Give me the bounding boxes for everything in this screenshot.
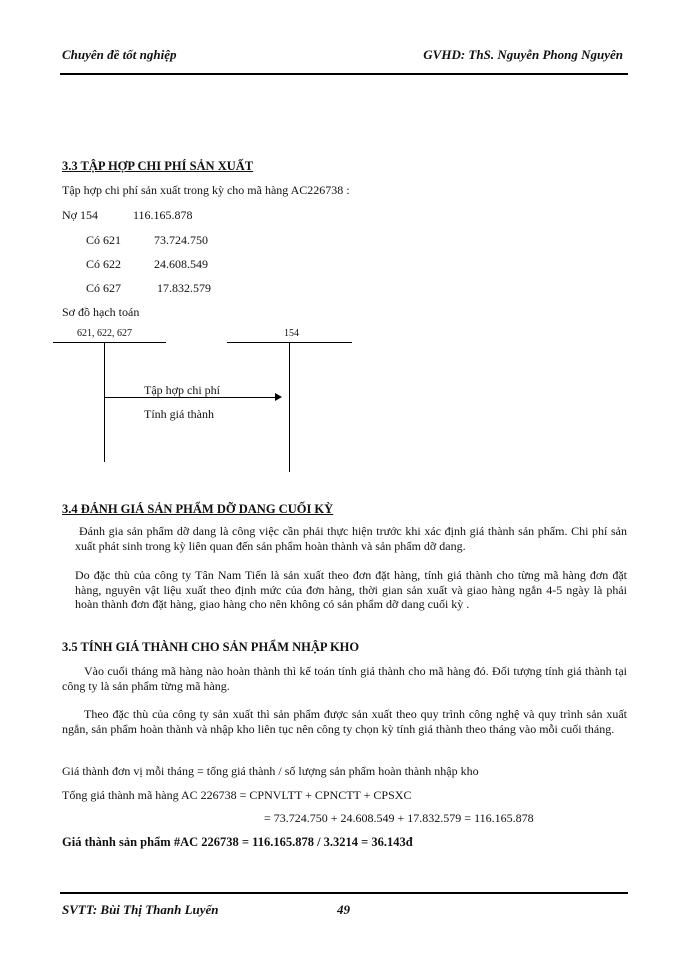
entry-label: Có 622 — [86, 257, 122, 271]
diagram-right-account: 154 — [284, 328, 299, 339]
header-right: GVHD: ThS. Nguyễn Phong Nguyên — [423, 47, 623, 62]
section-3-5-title: 3.5 TÍNH GIÁ THÀNH CHO SẢN PHẨM NHẬP KHO — [62, 640, 360, 654]
section-3-5-para1: Vào cuối tháng mã hàng nào hoàn thành thì kế toán tính giá thành cho mã hàng đó. Đối tượng tính giá thành tại công ty là sản phẩm từng mã hàng. — [62, 664, 627, 693]
diagram-left-account: 621, 622, 627 — [77, 328, 132, 339]
page-number: 49 — [337, 902, 350, 917]
diagram-title: Sơ đồ hạch toán — [62, 305, 140, 319]
header-left: Chuyên đề tốt nghiệp — [62, 47, 177, 62]
entry-label: Có 627 — [86, 281, 122, 295]
section-3-3-intro: Tập hợp chi phí sản xuất trong kỳ cho mã hàng AC226738 : — [62, 183, 350, 197]
section-3-5-para2: Theo đặc thù của công ty sản xuất thì sản phẩm được sản xuất theo quy trình công nghệ và quy trình sản xuất ngắn, sản phẩm hoàn thành và nhập kho liên tục nên công ty chọn kỳ tính giá thành theo tháng vào mỗi cuối tháng. — [62, 707, 627, 736]
entry-value: 116.165.878 — [133, 208, 193, 222]
entry-value: 24.608.549 — [154, 257, 208, 271]
formula-total-cost: Tổng giá thành mã hàng AC 226738 = CPNVLTT + CPNCTT + CPSXC — [62, 788, 412, 802]
section-3-4-para1: Đánh gia sản phẩm dỡ dang là công việc cần phải thực hiện trước khi xác định giá thành sản phẩm. Chi phí sản xuất phát sinh trong kỳ liên quan đến sản phẩm hoàn thành và sản phẩm dỡ dang. — [75, 524, 627, 553]
section-3-3-title: 3.3 TẬP HỢP CHI PHÍ SẢN XUẤT — [62, 159, 254, 173]
t-account-left-top — [53, 342, 166, 343]
arrow-head-icon — [275, 393, 282, 401]
entry-label: Có 621 — [86, 233, 122, 247]
t-account-right-stem — [289, 342, 290, 472]
formula-total-value: = 73.724.750 + 24.608.549 + 17.832.579 = 116.165.878 — [264, 811, 534, 825]
diagram-arrow-label: Tập hợp chi phí — [144, 383, 220, 397]
footer-left: SVTT: Bùi Thị Thanh Luyến — [62, 902, 219, 917]
diagram-sub-label: Tính giá thành — [144, 407, 214, 421]
formula-unit-cost: Giá thành đơn vị mỗi tháng = tổng giá thành / số lượng sản phẩm hoàn thành nhập kho — [62, 764, 479, 778]
entry-label: Nợ 154 — [62, 208, 99, 222]
entry-value: 17.832.579 — [157, 281, 211, 295]
footer-rule — [60, 892, 628, 894]
section-3-4-title: 3.4 ĐÁNH GIÁ SẢN PHẨM DỠ DANG CUỐI KỲ — [62, 502, 334, 516]
header-rule — [60, 73, 628, 75]
entry-value: 73.724.750 — [154, 233, 208, 247]
section-3-4-para2: Do đặc thù của công ty Tân Nam Tiến là sản xuất theo đơn đặt hàng, tính giá thành cho từng mã hàng đơn đặt hàng, nguyên vật liệu xuất theo định mức của đơn hàng, thời gian sản xuất và giao hàng ngắn 4-5 ngày là phải hoàn thành đơn đặt hàng, giao hàng cho nên không có sản phẩm dỡ dang cuối kỳ . — [75, 568, 627, 611]
t-account-left-stem — [104, 342, 105, 462]
result-unit-price: Giá thành sản phẩm #AC 226738 = 116.165.878 / 3.3214 = 36.143đ — [62, 835, 413, 849]
